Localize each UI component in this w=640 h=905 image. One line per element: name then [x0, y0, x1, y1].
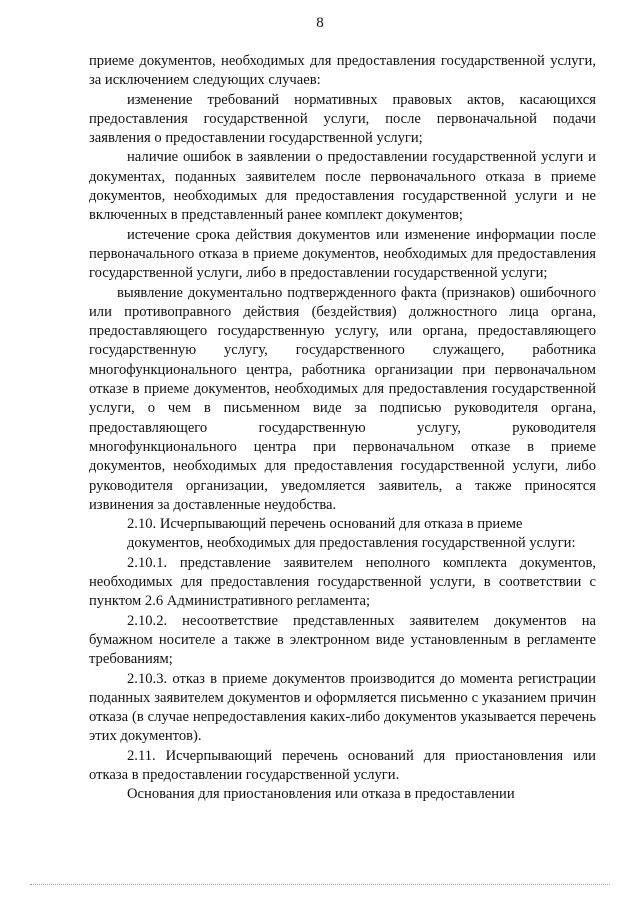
paragraph-grounds: Основания для приостановления или отказа в предоставлении	[127, 786, 515, 803]
page-number: 8	[316, 15, 324, 31]
paragraph-2-10-1: 2.10.1. представление заявителем неполного комплекта документов, необходимых для предоставления государственной услуги, в соответствии с пунктом 2.6 Административного регламента;	[89, 554, 596, 610]
paragraph-case-expiry: истечение срока действия документов или изменение информации после первоначального отказа в приеме документов, необходимых для предоставления государственной услуги, либо в предоставлении государственной услуги;	[89, 226, 596, 282]
section-heading-2-10: 2.10. Исчерпывающий перечень оснований для отказа в приеме	[127, 516, 523, 533]
paragraph-2-10-continued: документов, необходимых для предоставления государственной услуги:	[127, 535, 576, 552]
paragraph-2-10-3: 2.10.3. отказ в приеме документов производится до момента регистрации поданных заявителем документов и оформляется письменно с указанием причин отказа (в случае непредоставления каких-либо документов указывается перечень этих документов).	[89, 670, 596, 745]
paragraph-case-misconduct: выявление документально подтвержденного факта (признаков) ошибочного или противоправного действия (бездействия) должностного лица органа, предоставляющего государственную услугу, или органа, предоставляющего государственную услугу, государственного служащего, работника многофункционального центра, работника организации при первоначальном отказе в приеме документов, необходимых для предоставления государственной услуги, о чем в письменном виде за подписью руководителя органа, предоставляющего государственную услугу, руководителя многофункционального центра при первоначальном отказе в приеме документов, необходимых для предоставления государственной услуги, либо руководителя организации, уведомляется заявитель, а также приносятся извинения за доставленные неудобства.	[89, 284, 596, 513]
section-heading-2-11: 2.11. Исчерпывающий перечень оснований для приостановления или отказа в предоставлении государственной услуги.	[89, 747, 596, 783]
document-body	[89, 52, 596, 805]
page-bottom-divider	[30, 884, 610, 885]
paragraph-case-requirements-change: изменение требований нормативных правовых актов, касающихся предоставления государственной услуги, после первоначальной подачи заявления о предоставлении государственной услуги;	[89, 91, 596, 147]
paragraph-case-errors: наличие ошибок в заявлении о предоставлении государственной услуги и документах, поданных заявителем после первоначального отказа в приеме документов, необходимых для предоставления государственной услуги и не включенных в представленный ранее комплект документов;	[89, 149, 596, 224]
paragraph-2-10-2: 2.10.2. несоответствие представленных заявителем документов на бумажном носителе а также в электронном виде установленным в регламенте требованиям;	[89, 612, 596, 668]
paragraph-intro: приеме документов, необходимых для предоставления государственной услуги, за исключением следующих случаев:	[89, 53, 596, 89]
